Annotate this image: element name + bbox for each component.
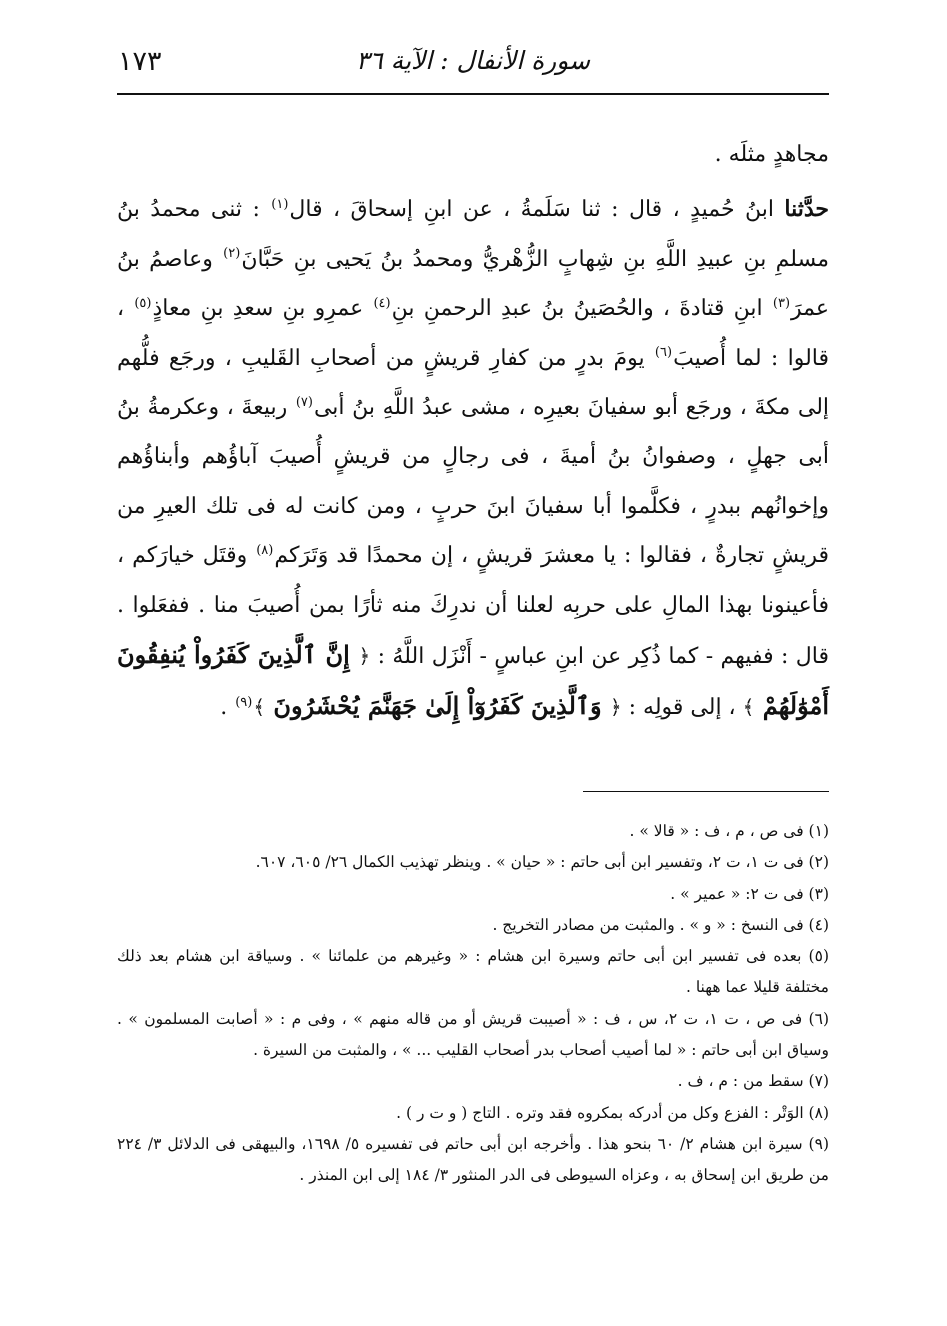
- text-segment: ربيعةَ ، وعكرمةُ بنُ أبى جهلٍ ، وصفوانُ بنُ أميةَ ، فى رجالٍ من قريشٍ أُصيبَ آباؤُهم وأبناؤُهم وإخوانُهم ببدرٍ ، فكلَّموا أبا سفيانَ ابنَ حربٍ ، ومن كانت له فى تلك العيرِ من قريشٍ تجارةٌ ، فقالوا : يا معشرَ قريشٍ ، إن محمدًا قد وَتَرَكم: [117, 395, 829, 569]
- footnote-ref-5[interactable]: (٥): [134, 295, 152, 311]
- quran-bracket-close: ﴾: [253, 695, 266, 720]
- footnote-ref-8[interactable]: (٨): [256, 542, 274, 558]
- footnote-ref-4[interactable]: (٤): [373, 295, 391, 311]
- quran-verse: إِنَّ ٱلَّذِينَ كَفَرُواْ يُنفِقُونَ أَمْوَٰلَهُمْ: [117, 640, 829, 721]
- text-segment: يومَ بدرٍ من كفارِ قريشٍ من أصحابِ القَليبِ ، ورجَع فلُّهم إلى مكةَ ، ورجَع أبو سفيانَ بعيرِه ، مشى عبدُ اللَّهِ بنُ أبى: [117, 345, 830, 421]
- footnote-ref-9[interactable]: (٩): [235, 695, 253, 711]
- quran-verse: وَٱلَّذِينَ كَفَرُوٓاْ إِلَىٰ جَهَنَّمَ يُحْشَرُونَ: [265, 691, 610, 721]
- footnote-divider: [583, 791, 829, 792]
- footnote-ref-2[interactable]: (٢): [223, 246, 241, 262]
- header-divider: [117, 93, 829, 95]
- footnote-1: (١) فى ص ، م ، ف : « قالا » .: [629, 822, 829, 840]
- footnote-8: (٨) الوَتْر : الفزع وكل من أدركه بمكروه فقد وتره . التاج ( و ت ر ) .: [396, 1103, 829, 1122]
- main-text: [117, 130, 829, 733]
- text-segment: ابنُ حُميدٍ ، قال : ثنا سَلَمةُ ، عن ابنِ إسحاقَ ، قال: [289, 197, 785, 223]
- quran-bracket-open: ﴿: [358, 644, 371, 669]
- footnote-ref-7[interactable]: (٧): [295, 394, 313, 410]
- footnote-ref-3[interactable]: (٣): [772, 295, 791, 311]
- quran-bracket-close: ﴾: [742, 695, 755, 720]
- footnote-5: (٥) بعده فى تفسير ابن أبى حاتم وسيرة ابن هشام : « وغيرهم من علمائنا » . وسياقة ابن هشام بعد ذلك مختلفة قليلا عما ههنا .: [117, 947, 829, 997]
- text-segment: .: [220, 695, 235, 721]
- page-number: ١٧٣: [118, 46, 162, 77]
- footnote-6: (٦) فى ص ، ت ١، ت ٢، س ، ف : « أصيبت قريش أو من قاله منهم » ، وفى م : « أصابت المسلمون » . وسياق ابن أبى حاتم : « لما أصيب أصحاب بدر أصحاب القليب ... » ، والمثبت من السيرة .: [117, 1009, 829, 1060]
- footnote-3: (٣) فى ت ٢: « عمير » .: [670, 884, 829, 903]
- hadith-paragraph: [117, 185, 829, 732]
- footnotes: [117, 816, 829, 1192]
- opening-line: مجاهدٍ مثلَه .: [714, 142, 829, 167]
- text-segment: وعاصمُ بنُ عمرَ: [117, 246, 830, 322]
- footnote-4: (٤) فى النسخ : « و » . والمثبت من مصادر التخريج .: [492, 915, 829, 934]
- page-header: [118, 38, 828, 84]
- footnote-ref-1[interactable]: (١): [271, 197, 289, 213]
- text-segment: ، إلى قولِه :: [621, 695, 743, 721]
- text-segment: ابنِ قتادةَ ، والحُصَينُ بنُ عبدِ الرحمنِ بنِ: [391, 296, 772, 322]
- running-title: سورة الأنفال : الآية ٣٦: [355, 46, 591, 75]
- footnote-2: (٢) فى ت ١، ت ٢، وتفسير ابن أبى حاتم : « حيان » . وينظر تهذيب الكمال ٢٦/ ٦٠٥، ٦٠٧.: [255, 853, 829, 872]
- text-segment: ، قالوا : لما أُصيبَ: [117, 296, 830, 371]
- footnote-9: (٩) سيرة ابن هشام ٢/ ٦٠ بنحو هذا . وأخرجه ابن أبى حاتم فى تفسيره ٥/ ١٦٩٨، والبيهقى فى الدلائل ٣/ ٢٢٤ من طريق ابن إسحاق به ، وعزاه السيوطى فى الدر المنثور ٣/ ١٨٤ إلى ابن المنذر .: [117, 1134, 829, 1185]
- quran-bracket-open: ﴿: [609, 695, 622, 720]
- lead-word: حدَّثنا: [784, 196, 829, 223]
- footnote-ref-6[interactable]: (٦): [654, 345, 673, 361]
- text-segment: وقتَل خيارَكم ، فأعينونا بهذا المالِ على حربِه لعلنا أن ندرِكَ منه ثأرًا بمن أُصيبَ منا . ففعَلوا . قال : ففيهم - كما ذُكِر عن ابنِ عباسٍ - أَنْزَل اللَّهُ :: [117, 543, 829, 670]
- text-segment: عمرِو بنِ سعدِ بنِ معاذٍ: [152, 296, 373, 322]
- text-segment: : ثنى محمدُ بنُ مسلمِ بنِ عبيدِ اللَّهِ بنِ شِهابٍ الزُّهْريُّ ومحمدُ بنُ يَحيى بنِ حَبَّانَ: [117, 197, 829, 272]
- footnote-7: (٧) سقط من : م ، ف .: [677, 1072, 829, 1091]
